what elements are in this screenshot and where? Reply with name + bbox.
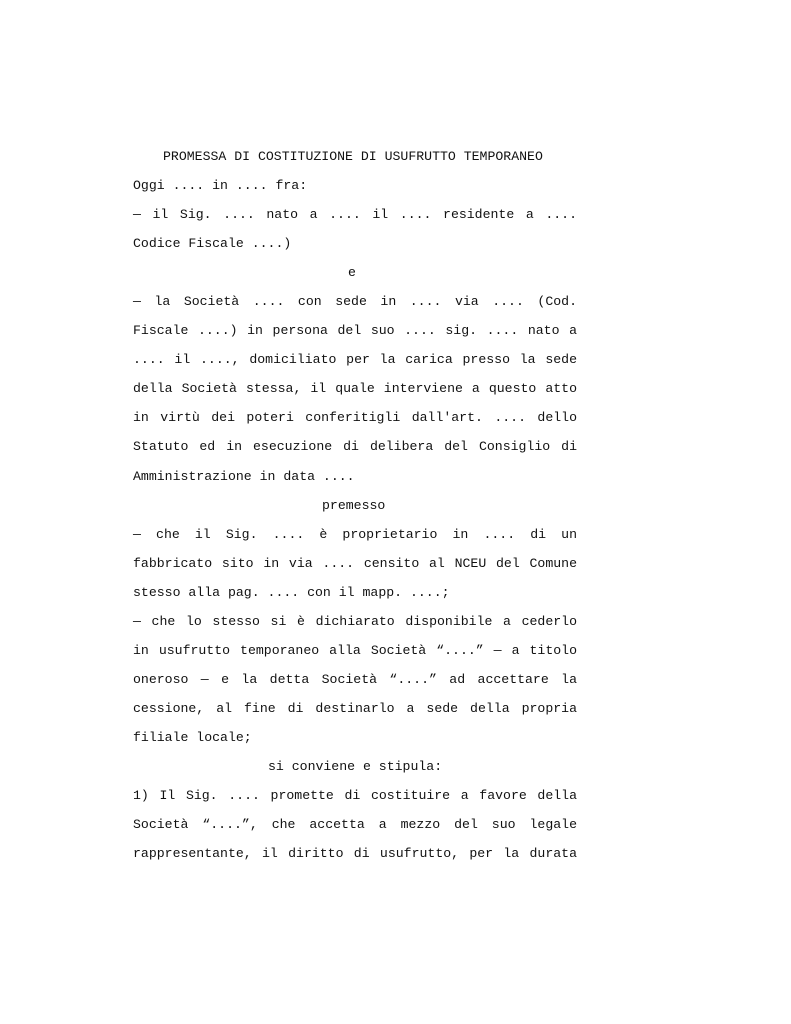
text-line: in virtù dei poteri conferitigli dall'art. .... dello — [133, 410, 577, 426]
text-line: Oggi .... in .... fra: — [133, 178, 308, 194]
text-line: fabbricato sito in via .... censito al NCEU del Comune — [133, 555, 577, 571]
section-heading-e: e — [348, 265, 356, 281]
text-line: — il Sig. .... nato a .... il .... residente a .... — [133, 207, 577, 223]
text-line: 1) Il Sig. .... promette di costituire a favore della — [133, 788, 577, 804]
text-line: Amministrazione in data .... — [133, 468, 355, 484]
text-line: .... il ...., domiciliato per la carica presso la sede — [133, 352, 577, 368]
text-line: Società “....”, che accetta a mezzo del suo legale — [133, 817, 577, 833]
text-line: Fiscale ....) in persona del suo .... sig. .... nato a — [133, 323, 577, 339]
text-line: — la Società .... con sede in .... via .... (Cod. — [133, 294, 577, 310]
text-line: Statuto ed in esecuzione di delibera del Consiglio di — [133, 439, 577, 455]
text-line: — che il Sig. .... è proprietario in .... di un — [133, 526, 577, 542]
document-title: PROMESSA DI COSTITUZIONE DI USUFRUTTO TEMPORANEO — [163, 149, 543, 164]
text-line: stesso alla pag. .... con il mapp. ....; — [133, 584, 450, 600]
text-line: oneroso — e la detta Società “....” ad accettare la — [133, 671, 577, 687]
text-line: filiale locale; — [133, 729, 252, 745]
text-line: cessione, al fine di destinarlo a sede della propria — [133, 700, 577, 716]
text-line: in usufrutto temporaneo alla Società “....” — a titolo — [133, 642, 577, 658]
text-line: della Società stessa, il quale interviene a questo atto — [133, 381, 577, 397]
text-line: Codice Fiscale ....) — [133, 236, 292, 252]
document-body — [133, 142, 577, 868]
text-line: — che lo stesso si è dichiarato disponibile a cederlo — [133, 613, 577, 629]
text-line: rappresentante, il diritto di usufrutto, per la durata — [133, 846, 577, 862]
section-heading-premesso: premesso — [322, 497, 386, 513]
section-heading-conviene: si conviene e stipula: — [268, 758, 443, 774]
